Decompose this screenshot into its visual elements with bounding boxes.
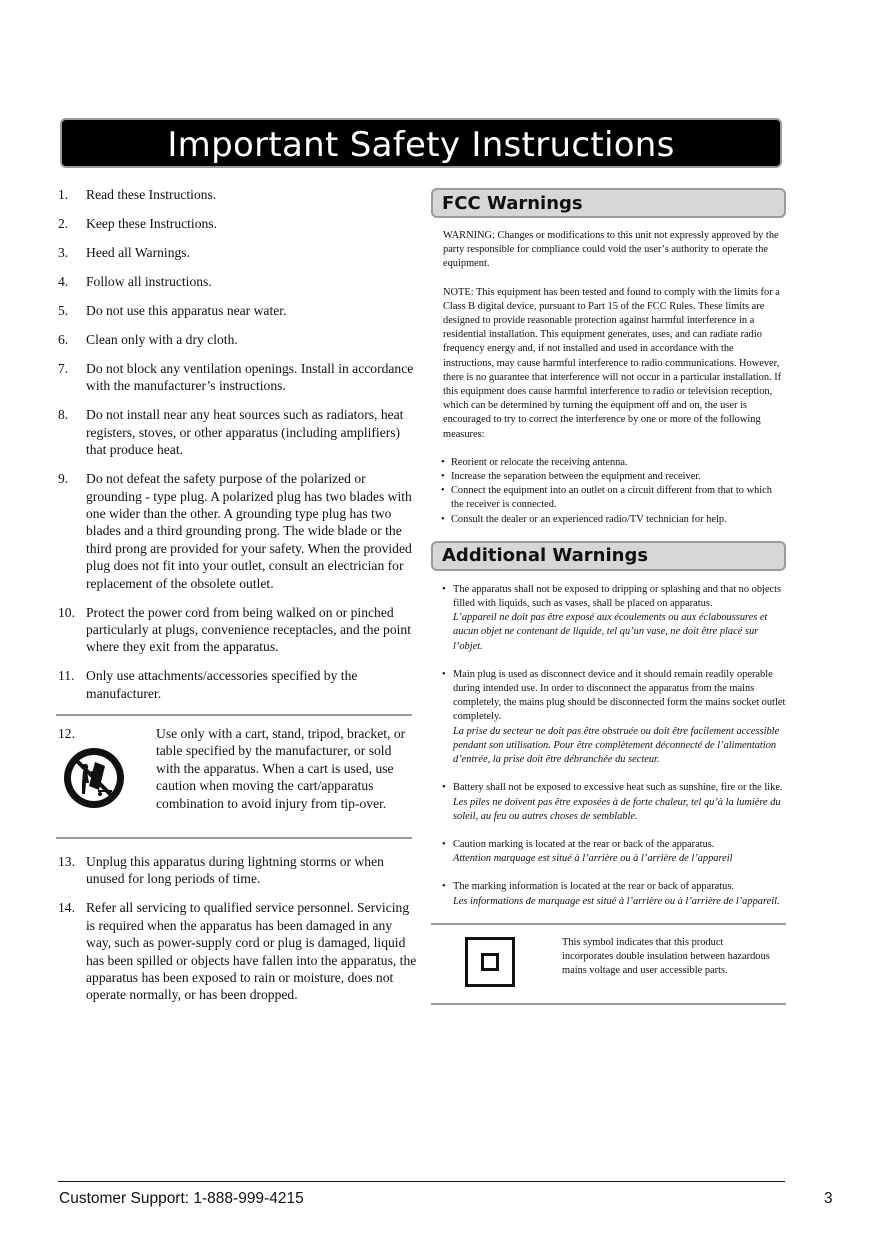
instruction-number: 14. [58,900,75,916]
instruction-text: Clean only with a dry cloth. [86,332,238,347]
double-insulation-box [431,923,786,1005]
list-item [431,583,786,654]
instruction-text: Heed all Warnings. [86,245,190,260]
list-item [431,470,786,484]
measure-text: Increase the separation between the equipment and receiver. [451,471,701,483]
instruction-number: 5. [58,303,69,318]
instruction-number: 9. [58,471,69,487]
instruction-item [58,273,418,290]
title-banner [60,118,782,168]
warning-text-fr: Les piles ne doivent pas être exposées à de forte chaleur, tel qu’à la lumière du soleil, au feu ou autres choses de semblable. [453,796,781,822]
instruction-item [58,406,418,458]
customer-support: Customer Support: 1-888-999-4215 [59,1190,304,1207]
warning-text-en: Main plug is used as disconnect device and it should remain readily operable during intended use. In order to disconnect the apparatus from the mains completely, the mains plug should be disconnected form the mains socket outlet completely. [453,668,786,723]
instruction-text: Do not use this apparatus near water. [86,303,287,318]
instruction-item [58,331,418,348]
double-insulation-icon [465,937,515,987]
instruction-number: 4. [58,274,69,289]
instruction-item [58,244,418,261]
instruction-text: Read these Instructions. [86,187,217,202]
footer-divider [58,1181,785,1182]
instruction-number: 12. [58,725,75,741]
instruction-item [58,853,418,888]
instruction-number: 1. [58,187,69,202]
instruction-item [58,215,418,232]
instruction-text: Keep these Instructions. [86,216,217,231]
cart-warning-box [56,714,412,839]
cart-tip-over-warning-icon [62,746,126,810]
list-item [431,513,786,527]
list-item [431,668,786,767]
warning-text-fr: Les informations de marquage est situé à l’arrière ou à l’arrière de l’appareil. [453,895,780,907]
symbol-description: This symbol indicates that this product incorporates double insulation between hazardous mains voltage and user accessible parts. [562,936,770,977]
instruction-number: 13. [58,853,75,869]
instruction-number: 10. [58,604,75,620]
bullet: • [442,838,446,850]
instruction-item [58,899,418,1003]
list-item [431,484,786,512]
warning-text-fr: L’appareil ne doit pas être exposé aux écoulements ou aux éclaboussures et aucun objet ne contenant de liquide, tel qu’un vase, ne doit être placé sur l’objet. [453,612,768,652]
list-item [431,781,786,824]
instruction-text: Do not install near any heat sources such as radiators, heat registers, stoves, or other apparatus (including amplifiers) that produce heat. [86,407,404,458]
bullet: • [441,485,445,497]
additional-warnings-heading: Additional Warnings [431,541,786,571]
bullet: • [441,456,445,468]
warning-text-fr: Attention marquage est situé à l’arrière ou à l’arrière de l’appareil [453,853,733,865]
fcc-note-paragraph: NOTE: This equipment has been tested and found to comply with the limits for a Class B digital device, pursuant to Part 15 of the FCC Rules. These limits are designed to provide reasonable protection against harmful interference in a residential installation. This equipment generates, uses, and can radiate radio frequency energy and, if not installed and used in accordance with the instructions, may cause harmful interference to radio communications. However, there is no guarantee that interference will not occur in a particular installation. If this equipment does cause harmful interference to radio or television reception, which can be determined by turning the equipment off and on, the user is encouraged to try to correct the interference by one or more of the following measures: [443,286,782,440]
bullet: • [441,471,445,483]
page-title: Important Safety Instructions [167,125,675,165]
list-item [431,880,786,908]
safety-instructions-list [58,186,418,1015]
warnings-column [431,188,786,1005]
page-number: 3 [824,1190,833,1207]
warning-text-en: Battery shall not be exposed to excessive heat such as sunshine, fire or the like. [453,782,783,794]
instruction-item [58,186,418,203]
double-insulation-inner-square [481,953,499,971]
warning-text-fr: La prise du secteur ne doit pas être obstruée ou doit être facilement accessible pendant son utilisation. Pour être complètement déconnecté de l’alimentation d’entrée, la prise doit être débranchée du secteur. [453,725,780,766]
instruction-number: 8. [58,407,69,423]
bullet: • [442,881,446,893]
warning-text-en: The apparatus shall not be exposed to dripping or splashing and that no objects filled with liquids, such as vases, shall be placed on apparatus. [453,583,782,610]
bullet: • [441,513,445,525]
instruction-number: 6. [58,332,69,347]
fcc-measures-list [431,456,786,527]
instruction-item [58,360,418,395]
instruction-item [58,604,418,656]
fcc-warnings-heading: FCC Warnings [431,188,786,218]
instruction-text: Follow all instructions. [86,274,212,289]
instruction-text: Use only with a cart, stand, tripod, bracket, or table specified by the manufacturer, or sold with the apparatus. When a cart is used, use caution when moving the cart/apparatus combination to avoid injury from tip-over. [156,725,406,811]
list-item [431,838,786,866]
measure-text: Reorient or relocate the receiving antenna. [451,456,628,468]
instruction-text: Refer all servicing to qualified service personnel. Servicing is required when the apparatus has been damaged in any way, such as power-supply cord or plug is damaged, liquid has been spilled or objects have fallen into the apparatus, the apparatus has been exposed to rain or moisture, does not operate normally, or has been dropped. [86,900,417,1003]
measure-text: Consult the dealer or an experienced radio/TV technician for help. [451,513,727,525]
instruction-text: Do not defeat the safety purpose of the polarized or grounding - type plug. A polarized plug has two blades with one wider than the other. A grounding type plug has two blades and a third grounding prong. The wide blade or the third prong are provided for your safety. When the provided plug does not fit into your outlet, consult an electrician for replacement of the obsolete outlet. [86,471,412,591]
instruction-number: 7. [58,361,69,376]
bullet: • [442,668,446,680]
instruction-text: Protect the power cord from being walked on or pinched particularly at plugs, convenience receptacles, and the point where they exit from the apparatus. [86,604,411,655]
instruction-text: Unplug this apparatus during lightning storms or when unused for long periods of time. [86,853,384,887]
warning-text-en: Caution marking is located at the rear or back of the apparatus. [453,838,715,850]
instruction-text: Do not block any ventilation openings. Install in accordance with the manufacturer’s instructions. [86,361,414,394]
list-item [431,456,786,470]
bullet: • [442,583,446,595]
bullet: • [442,782,446,794]
instruction-number: 11. [58,668,75,684]
instruction-number: 2. [58,216,69,231]
fcc-warning-paragraph: WARNING: Changes or modifications to this unit not expressly approved by the party responsible for compliance could void the user’s authority to operate the equipment. [443,230,779,270]
additional-warnings-list [431,583,786,909]
instruction-item [58,667,418,702]
measure-text: Connect the equipment into an outlet on a circuit different from that to which the receiver is connected. [451,485,772,511]
instruction-item [58,302,418,319]
instruction-number: 3. [58,245,69,260]
instruction-item [58,470,418,592]
warning-text-en: The marking information is located at the rear or back of apparatus. [453,881,735,893]
instruction-text: Only use attachments/accessories specified by the manufacturer. [86,668,358,701]
